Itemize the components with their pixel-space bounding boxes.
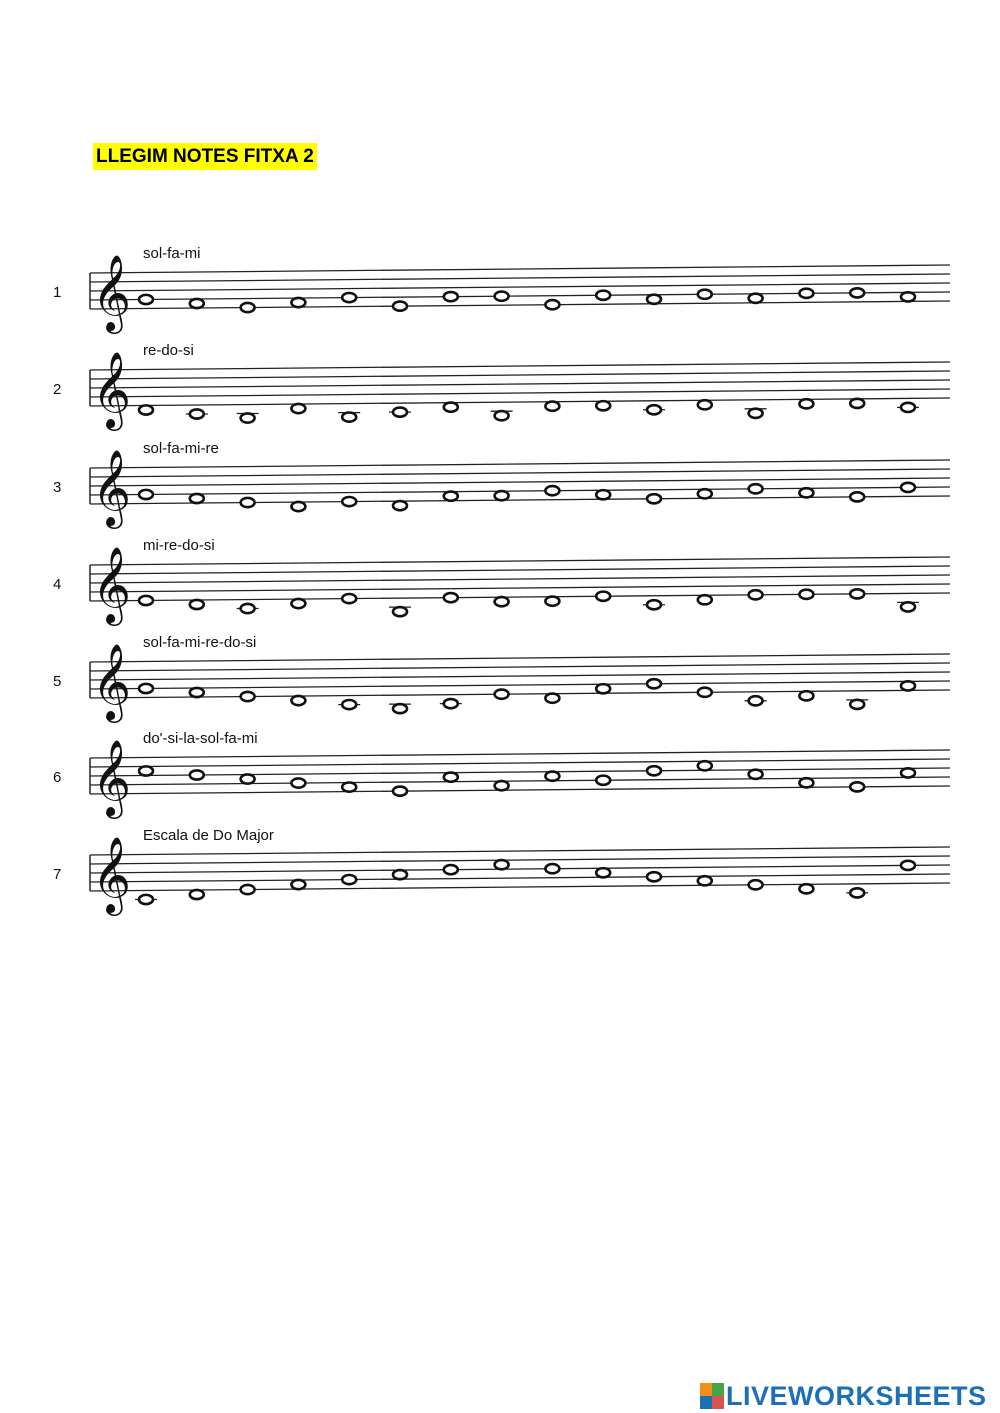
whole-note [545,486,559,495]
staff-line [90,469,950,477]
whole-note [393,704,407,713]
exercise-label: do'-si-la-sol-fa-mi [143,730,258,747]
whole-note [850,288,864,297]
exercise-number: 7 [53,866,62,883]
staff-line [90,874,950,882]
staff-line [90,566,950,574]
whole-note [698,400,712,409]
staff-line [90,283,950,291]
whole-note [342,782,356,791]
whole-note [596,592,610,601]
staff-line [90,496,950,504]
whole-note [444,699,458,708]
whole-note [241,774,255,783]
whole-note [190,600,204,609]
whole-note [241,692,255,701]
whole-note [190,494,204,503]
exercise-label: re-do-si [143,342,194,359]
brand-name: LIVEWORKSHEETS [726,1380,987,1411]
whole-note [139,684,153,693]
whole-note [444,593,458,602]
staff-line [90,575,950,583]
whole-note [291,599,305,608]
exercise-7 [53,827,950,916]
whole-note [698,489,712,498]
whole-note [850,589,864,598]
logo-cell [712,1383,724,1396]
whole-note [190,409,204,418]
exercise-number: 2 [53,381,62,398]
whole-note [799,884,813,893]
staff-line [90,663,950,671]
whole-note [393,787,407,796]
whole-note [291,880,305,889]
footer-brand [700,1380,987,1412]
whole-note [647,600,661,609]
whole-note [444,403,458,412]
whole-note [190,890,204,899]
whole-note [393,870,407,879]
staff-line [90,362,950,370]
whole-note [342,497,356,506]
whole-note [190,688,204,697]
whole-note [342,875,356,884]
staff-line [90,265,950,273]
treble-clef-icon: 𝄞 [92,546,132,623]
exercise-label: mi-re-do-si [143,537,215,554]
exercise-3 [53,440,950,529]
whole-note [241,303,255,312]
logo-cell [700,1383,712,1396]
whole-note [596,490,610,499]
exercise-number: 6 [53,769,62,786]
staff-line [90,584,950,592]
staff-line [90,487,950,495]
whole-note [495,411,509,420]
whole-note [495,781,509,790]
whole-note [799,488,813,497]
whole-note [444,492,458,501]
exercise-label: Escala de Do Major [143,827,274,844]
whole-note [495,690,509,699]
whole-note [241,498,255,507]
whole-note [545,300,559,309]
whole-note [799,399,813,408]
staff-line [90,460,950,468]
whole-note [647,295,661,304]
whole-note [444,865,458,874]
whole-note [596,776,610,785]
whole-note [495,491,509,500]
whole-note [545,864,559,873]
whole-note [596,401,610,410]
whole-note [545,694,559,703]
staff-line [90,389,950,397]
whole-note [647,766,661,775]
whole-note [342,293,356,302]
exercise-label: sol-fa-mi-re [143,440,219,457]
staff-line [90,398,950,406]
staff-line [90,847,950,855]
staff-line [90,883,950,891]
whole-note [698,876,712,885]
whole-note [901,681,915,690]
treble-clef-icon: 𝄞 [92,449,132,526]
whole-note [241,885,255,894]
whole-note [444,292,458,301]
staff-line [90,865,950,873]
staff-line [90,274,950,282]
whole-note [393,302,407,311]
exercise-number: 3 [53,479,62,496]
whole-note [545,597,559,606]
exercise-label: sol-fa-mi [143,245,201,262]
staff-line [90,380,950,388]
whole-note [901,292,915,301]
whole-note [444,773,458,782]
staff-line [90,654,950,662]
page-title: LLEGIM NOTES FITXA 2 [93,143,317,170]
staff-line [90,478,950,486]
staff-line [90,759,950,767]
whole-note [799,590,813,599]
exercise-4 [53,537,950,626]
whole-note [698,290,712,299]
whole-note [545,772,559,781]
whole-note [495,292,509,301]
whole-note [901,768,915,777]
whole-note [139,405,153,414]
whole-note [901,483,915,492]
whole-note [749,590,763,599]
exercise-1 [53,245,950,334]
whole-note [190,770,204,779]
whole-note [291,404,305,413]
staff-line [90,672,950,680]
whole-note [495,597,509,606]
whole-note [799,289,813,298]
whole-note [850,782,864,791]
staff-line [90,856,950,864]
whole-note [749,484,763,493]
whole-note [342,700,356,709]
whole-note [749,880,763,889]
whole-note [393,501,407,510]
treble-clef-icon: 𝄞 [92,643,132,720]
whole-note [850,888,864,897]
whole-note [393,408,407,417]
whole-note [596,291,610,300]
staff-line [90,681,950,689]
whole-note [901,861,915,870]
exercise-label: sol-fa-mi-re-do-si [143,634,257,651]
exercise-5 [53,634,950,723]
staff-line [90,557,950,565]
whole-note [749,696,763,705]
whole-note [647,494,661,503]
whole-note [241,604,255,613]
staff-line [90,371,950,379]
whole-note [749,770,763,779]
staff-line [90,690,950,698]
logo-cell [700,1396,712,1409]
whole-note [596,868,610,877]
treble-clef-icon: 𝄞 [92,836,132,913]
whole-note [495,860,509,869]
whole-note [698,595,712,604]
whole-note [139,596,153,605]
whole-note [291,298,305,307]
whole-note [850,700,864,709]
whole-note [647,679,661,688]
staff-line [90,768,950,776]
whole-note [291,502,305,511]
exercise-6 [53,730,950,819]
whole-note [596,684,610,693]
whole-note [139,490,153,499]
whole-note [850,399,864,408]
whole-note [749,409,763,418]
treble-clef-icon: 𝄞 [92,254,132,331]
staff-line [90,786,950,794]
exercise-2 [53,342,950,431]
whole-note [698,761,712,770]
staff-line [90,593,950,601]
whole-note [799,691,813,700]
whole-note [901,403,915,412]
whole-note [799,778,813,787]
whole-note [139,295,153,304]
exercise-number: 4 [53,576,62,593]
whole-note [190,299,204,308]
whole-note [647,872,661,881]
exercise-number: 5 [53,673,62,690]
whole-note [342,594,356,603]
whole-note [749,294,763,303]
whole-note [139,895,153,904]
whole-note [647,405,661,414]
whole-note [901,602,915,611]
whole-note [545,402,559,411]
whole-note [139,766,153,775]
whole-note [291,696,305,705]
treble-clef-icon: 𝄞 [92,351,132,428]
staff-line [90,750,950,758]
staff-line [90,292,950,300]
logo-cell [712,1396,724,1409]
whole-note [241,413,255,422]
staff-line [90,777,950,785]
whole-note [393,607,407,616]
liveworksheets-logo-icon [700,1383,724,1409]
exercise-number: 1 [53,284,62,301]
whole-note [698,688,712,697]
whole-note [342,412,356,421]
treble-clef-icon: 𝄞 [92,739,132,816]
whole-note [850,492,864,501]
staff-line [90,301,950,309]
whole-note [291,778,305,787]
